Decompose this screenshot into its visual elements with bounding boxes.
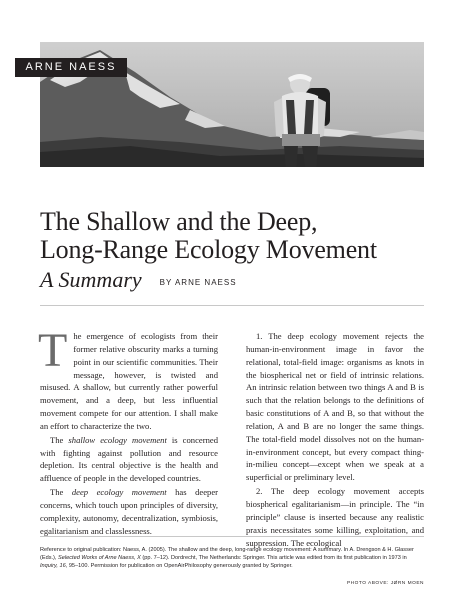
photo-credit: PHOTO ABOVE: JØRN MOEN [346,581,424,586]
subtitle-row [40,268,440,292]
reference-book-title: Selected Works of Arne Naess, X [58,555,141,562]
reference-footnote [40,546,424,571]
paragraph-shallow [40,434,218,485]
title-divider [40,305,424,306]
title-line-2: Long-Range Ecology Movement [40,235,377,264]
deep-term: deep ecology movement [71,487,167,498]
reference-journal: Inquiry, 16, [40,563,68,570]
drop-cap: T [38,324,68,377]
intro-text: he emergence of ecologists from their former relative obscurity marks a turning point in our scientific communities. Their message, however, is twisted and misused. A shallow, but currently rather powerful movement, and a deep, but less influential movement compete for our attention. I shall make an effort to characterize the two. [40,331,218,431]
paragraph-deep [40,486,218,537]
paragraph-intro [38,324,218,433]
article-title [40,208,440,264]
author-tag: ARNE NAESS [15,58,127,77]
deep-pre: The [50,487,72,498]
shallow-pre: The [50,434,69,445]
shallow-post: is concerned with fighting against pollution and resource depletion. Its central objective is the health and affluence of people in the developed countries. [40,434,218,484]
body-column-right [246,330,424,549]
article-byline: BY ARNE NAESS [159,278,237,287]
footer-divider [40,536,424,537]
deep-post: has deeper concerns, which touch upon principles of diversity, complexity, autonomy, decentralization, symbiosis, egalitarianism and classlessness. [40,487,218,536]
paragraph-point-1: 1. The deep ecology movement rejects the human-in-environment image in favor the relational, total-field image: organisms as knots in the biospherical net or field of intrinsic relations. An intrinsic relation between two things A and B is such that the relation belongs to the definitions of basic constitutions of A and B, so that without the relation, A and B are no longer the same things. The total-field model dissolves not on the human-in-environment concept, but every compact thing-in-milieu concept—except when we speak at a superficial or preliminary level. [246,331,424,483]
article-subtitle: A Summary [40,267,142,292]
reference-mid: (pp. 7–12). Dordrecht, The Netherlands: Springer. This article was edited from its first publication in 1973 in [140,555,407,562]
title-line-1: The Shallow and the Deep, [40,207,318,236]
reference-pre: Reference to original publication: Naess, A. (2005). The shallow and the deep, long-range ecology movement: A summary. In A. Drengson & H. Glasser (Eds.), [40,547,414,562]
shallow-term: shallow ecology movement [68,434,167,445]
body-column-left [38,324,218,538]
paragraph-point-2: 2. The deep ecology movement accepts biospherical egalitarianism—in principle. The “in principle” clause is inserted because any realistic praxis necessitates some killing, exploitation, and suppression. The ecological [246,486,424,548]
reference-post: 95–100. Permission for publication on OpenAirPhilosophy generously granted by Springer. [67,563,293,570]
